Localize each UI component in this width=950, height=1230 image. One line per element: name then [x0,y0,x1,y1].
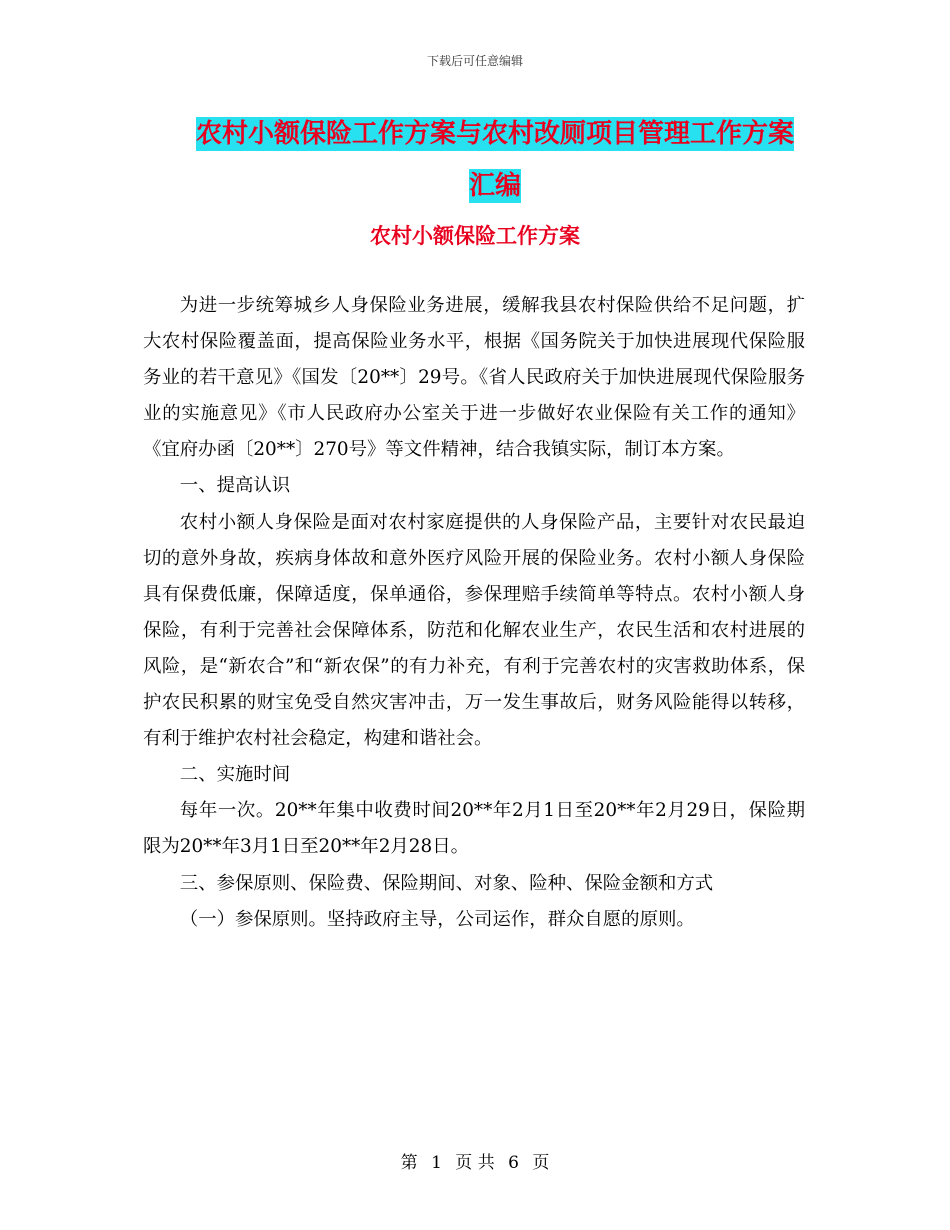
paragraph-principles: （一）参保原则。坚持政府主导，公司运作，群众自愿的原则。 [179,908,695,930]
document-title-line2: 汇编 [468,171,521,201]
footer-prefix: 第 [400,1153,418,1173]
document-body [143,288,805,938]
document-title [180,108,810,212]
document-title-line1: 农村小额保险工作方案与农村改厕项目管理工作方案 [195,119,794,149]
page-total: 6 [508,1153,519,1173]
page-footer [0,1151,950,1175]
paragraph-awareness: 农村小额人身保险是面对农村家庭提供的人身保险产品，主要针对农民最迫切的意外身故，疾病身体故和意外医疗风险开展的保险业务。农村小额人身保险具有保费低廉，保障适度，保单通俗，参保理赔手续简单等特点。农村小额人身保险，有利于完善社会保障体系，防范和化解农业生产，农民生活和农村进展的风险，是“新农合”和“新农保”的有力补充，有利于完善农村的灾害救助体系，保护农民积累的财宝免受自然灾害冲击，万一发生事故后，财务风险能得以转移，有利于维护农村社会稳定，构建和谐社会。 [143,511,805,750]
heading-implementation-time: 二、实施时间 [179,764,291,786]
paragraph-intro: 为进一步统筹城乡人身保险业务进展，缓解我县农村保险供给不足问题，扩大农村保险覆盖面，提高保险业务水平，根据《国务院关于加快进展现代保险服务业的若干意见》《国发〔20**〕29号。《省人民政府关于加快进展现代保险服务业的实施意见》《市人民政府办公室关于进一步做好农业保险有关工作的通知》《宜府办函〔20**〕270号》等文件精神，结合我镇实际，制订本方案。 [143,295,805,461]
page-header: 下载后可任意编辑 [426,54,523,68]
heading-insurance-principles: 三、参保原则、保险费、保险期间、对象、险种、保险金额和方式 [179,872,714,894]
footer-mid: 页 共 [455,1153,495,1173]
footer-suffix: 页 [532,1153,550,1173]
section-title: 农村小额保险工作方案 [370,224,580,248]
heading-raise-awareness: 一、提高认识 [179,475,291,497]
paragraph-implementation-time: 每年一次。20**年集中收费时间20**年2月1日至20**年2月29日，保险期限为20**年3月1日至20**年2月28日。 [143,800,805,858]
page-number: 1 [431,1153,442,1173]
